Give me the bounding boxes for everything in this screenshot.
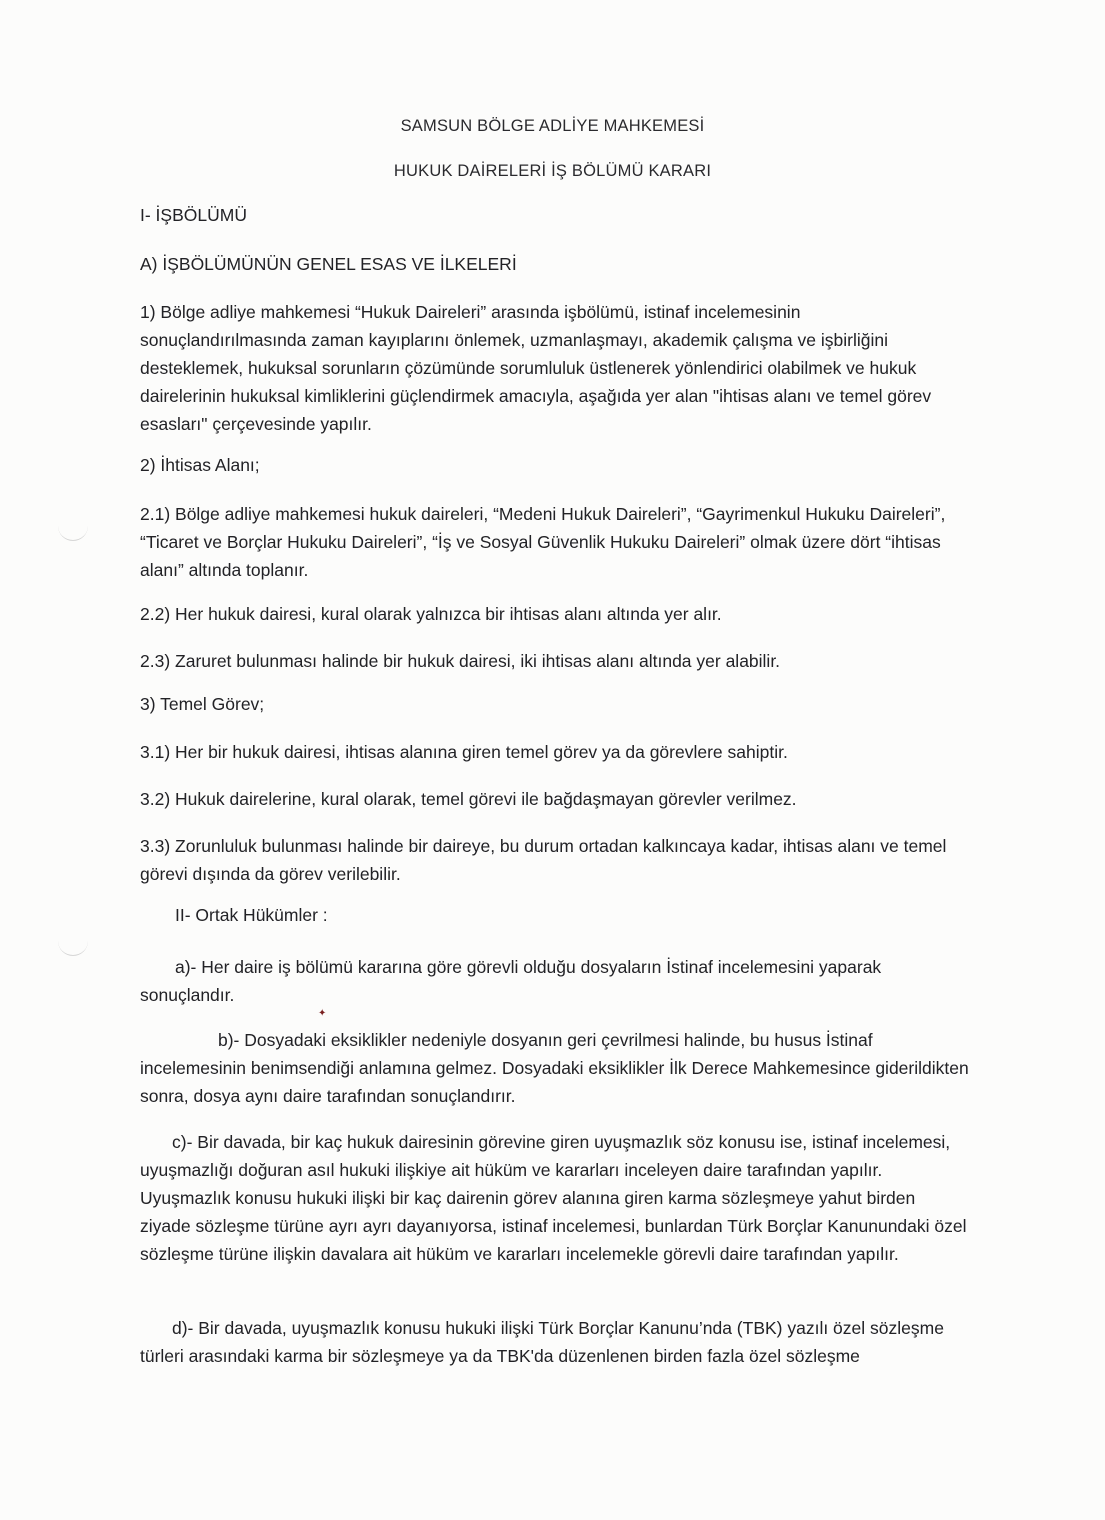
section-heading-ortak-hukumler: II- Ortak Hükümler : — [175, 905, 328, 925]
decision-title: HUKUK DAİRELERİ İŞ BÖLÜMÜ KARARI — [393, 162, 712, 180]
section-heading-isbolumu: I- İŞBÖLÜMÜ — [140, 205, 247, 225]
heading-temel-gorev: 3) Temel Görev; — [140, 694, 265, 714]
paragraph-3-3: 3.3) Zorunluluk bulunması halinde bir daireye, bu durum ortadan kalkıncaya kadar, ihtisas alanı ve temel görevi dışında da görev verilebilir. — [140, 836, 947, 884]
ink-mark: ✦ — [318, 1008, 327, 1019]
paragraph-2-1: 2.1) Bölge adliye mahkemesi hukuk daireleri, “Medeni Hukuk Daireleri”, “Gayrimenkul Hukuku Daireleri”, “Ticaret ve Borçlar Hukuku Daireleri”, “İş ve Sosyal Güvenlik Hukuku Daireleri” olmak üzere dört “ihtisas alanı” altında toplanır. — [140, 504, 946, 580]
clause-b: b)- Dosyadaki eksiklikler nedeniyle dosyanın geri çevrilmesi halinde, bu husus İstinaf incelemesinin benimsendiği anlamına gelmez. Dosyadaki eksiklikler İlk Derece Mahkemesince giderildikten sonra, dosya aynı daire tarafından sonuçlandırır. — [140, 1030, 969, 1106]
clause-c: c)- Bir davada, bir kaç hukuk dairesinin görevine giren uyuşmazlık söz konusu ise, istinaf incelemesi, uyuşmazlığı doğuran asıl hukuki ilişkiye ait hüküm ve kararları inceleyen daire tarafından yapılır. Uyuşmazlık konusu hukuki ilişki bir kaç dairenin görev alanına giren karma sözleşmeye yahut birden ziyade sözleşme türüne ayrı ayrı dayanıyorsa, istinaf incelemesi, bunlardan Türk Borçlar Kanunundaki özel sözleşme türüne ilişkin davalara ait hüküm ve kararları incelemekle görevli daire tarafından yapılır. — [140, 1132, 967, 1264]
paragraph-1: 1) Bölge adliye mahkemesi “Hukuk Daireleri” arasında işbölümü, istinaf incelemesinin sonuçlandırılmasında zaman kayıplarını önlemek, uzmanlaşmayı, akademik çalışma ve işbirliğini desteklemek, hukuksal sorunların çözümünde sorumluluk üstlenerek yönlendirici olabilmek ve hukuk dairelerinin hukuksal kimliklerini güçlendirmek amacıyla, aşağıda yer alan "ihtisas alanı ve temel görev esasları" çerçevesinde yapılır. — [140, 302, 932, 434]
court-title: SAMSUN BÖLGE ADLİYE MAHKEMESİ — [400, 117, 705, 135]
clause-d: d)- Bir davada, uyuşmazlık konusu hukuki ilişki Türk Borçlar Kanunu’nda (TBK) yazılı özel sözleşme türleri arasındaki karma bir sözleşmeye ya da TBK'da düzenlenen birden fazla özel sözleşme — [140, 1318, 944, 1366]
paragraph-2-3: 2.3) Zaruret bulunması halinde bir hukuk dairesi, iki ihtisas alanı altında yer alabilir. — [140, 651, 781, 671]
heading-ihtisas-alani: 2) İhtisas Alanı; — [140, 455, 260, 475]
paragraph-2-2: 2.2) Her hukuk dairesi, kural olarak yalnızca bir ihtisas alanı altında yer alır. — [140, 604, 722, 624]
clause-a: a)- Her daire iş bölümü kararına göre görevli olduğu dosyaların İstinaf incelemesini yaparak sonuçlandır. — [140, 957, 882, 1005]
subheading-general-principles: A) İŞBÖLÜMÜNÜN GENEL ESAS VE İLKELERİ — [140, 254, 517, 274]
paragraph-3-1: 3.1) Her bir hukuk dairesi, ihtisas alanına giren temel görev ya da görevlere sahiptir. — [140, 742, 788, 762]
paragraph-3-2: 3.2) Hukuk dairelerine, kural olarak, temel görevi ile bağdaşmayan görevler verilmez. — [140, 789, 797, 809]
punch-hole-mark — [58, 520, 88, 541]
punch-hole-mark — [58, 935, 88, 956]
